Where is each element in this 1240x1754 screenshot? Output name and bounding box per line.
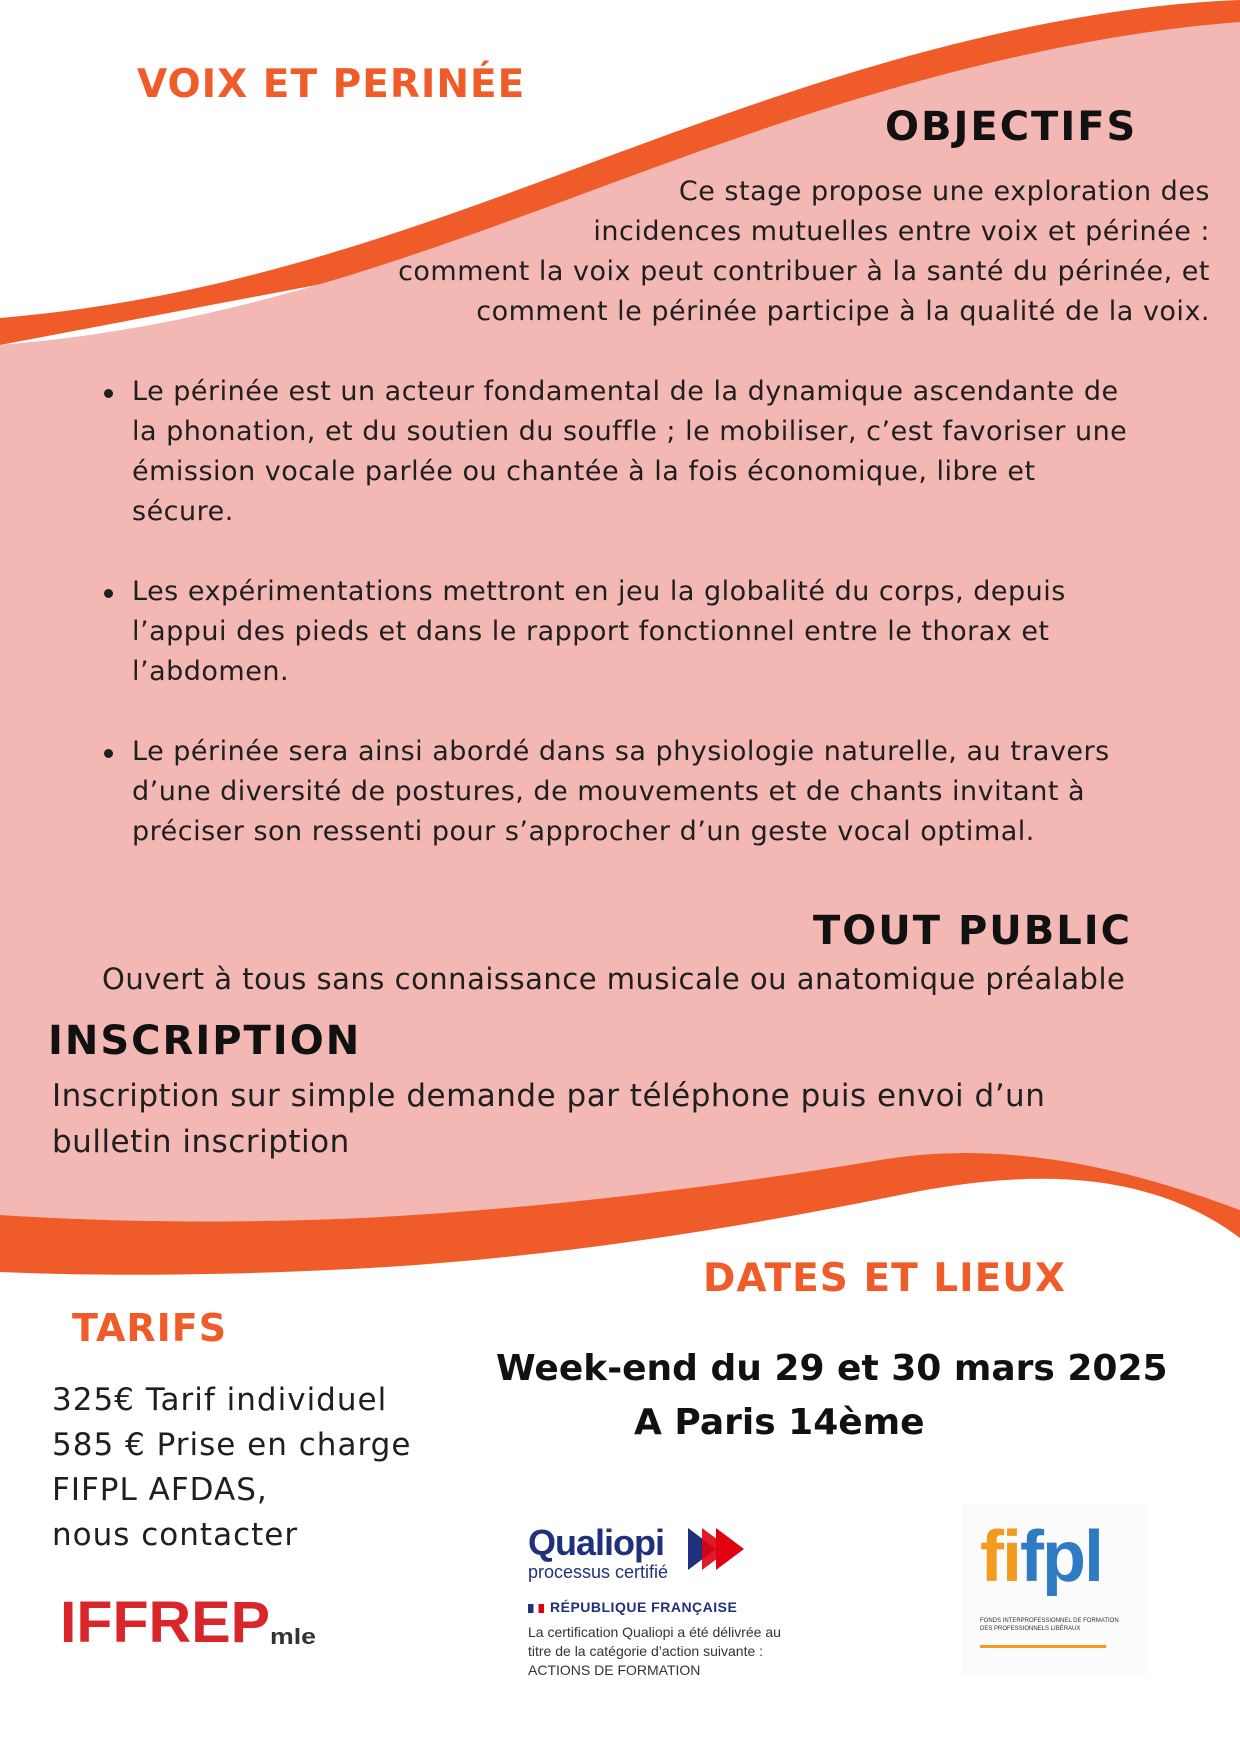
registration-text <box>52 1073 1192 1165</box>
bullet-item <box>95 732 1205 852</box>
bullet-item <box>95 572 1205 692</box>
qualiopi-note <box>528 1623 828 1680</box>
bullet-line: sécure. <box>132 496 234 527</box>
price-line: nous contacter <box>52 1517 299 1553</box>
dates-location: A Paris 14ème <box>634 1402 925 1443</box>
bullet-line: Le périnée sera ainsi abordé dans sa physiologie naturelle, au travers <box>132 736 1110 767</box>
prices-heading: TARIFS <box>72 1306 228 1350</box>
iffrep-logo-text: IFFREP <box>60 1592 270 1650</box>
bullet-line: émission vocale parlée ou chantée à la fois économique, libre et <box>132 456 1036 487</box>
fifpl-logo-text-fi: fi <box>980 1517 1020 1597</box>
qualiopi-note-line: La certification Qualiopi a été délivrée au <box>528 1624 781 1640</box>
price-line: 585 € Prise en charge <box>52 1427 412 1463</box>
republique-francaise-text: RÉPUBLIQUE FRANÇAISE <box>550 1599 738 1615</box>
objectives-intro-line: incidences mutuelles entre voix et périnée : <box>593 216 1210 247</box>
objectives-intro-line: comment la voix peut contribuer à la santé du périnée, et <box>398 256 1210 287</box>
objectives-intro-line: comment le périnée participe à la qualité de la voix. <box>476 296 1210 327</box>
qualiopi-subtitle: processus certifié <box>528 1562 669 1582</box>
bullet-line: l’appui des pieds et dans le rapport fonctionnel entre le thorax et <box>132 616 1050 647</box>
dates-weekend: Week-end du 29 et 30 mars 2025 <box>496 1348 1168 1389</box>
audience-heading: TOUT PUBLIC <box>813 908 1132 954</box>
registration-line: Inscription sur simple demande par téléphone puis envoi d’un <box>52 1078 1046 1114</box>
dates-heading: DATES ET LIEUX <box>703 1256 1067 1301</box>
page-title: VOIX ET PERINÉE <box>137 62 526 107</box>
iffrep-logo <box>60 1592 320 1650</box>
qualiopi-certification <box>528 1522 848 1680</box>
fifpl-underline <box>980 1645 1106 1648</box>
qualiopi-note-line: ACTIONS DE FORMATION <box>528 1662 701 1678</box>
bullet-line: Le périnée est un acteur fondamental de la dynamique ascendante de <box>132 376 1119 407</box>
fifpl-logo <box>962 1505 1148 1675</box>
french-flag-icon <box>528 1604 544 1613</box>
price-line: 325€ Tarif individuel <box>52 1382 388 1418</box>
objectives-intro-line: Ce stage propose une exploration des <box>678 176 1210 207</box>
iffrep-logo-suffix: mle <box>270 1624 316 1649</box>
qualiopi-arrow-icon <box>688 1528 748 1570</box>
objectives-intro <box>330 172 1210 332</box>
fifpl-logo-text-fpl: fpl <box>1019 1517 1102 1597</box>
objectives-heading: OBJECTIFS <box>885 104 1138 150</box>
bullet-item <box>95 372 1205 532</box>
prices-list <box>52 1378 411 1558</box>
bullet-line: d’une diversité de postures, de mouvements et de chants invitant à <box>132 776 1086 807</box>
fifpl-caption-line: FONDS INTERPROFESSIONNEL DE FORMATION <box>980 1618 1119 1624</box>
fifpl-caption <box>980 1617 1130 1633</box>
registration-line: bulletin inscription <box>52 1124 350 1160</box>
fifpl-logo-text <box>980 1507 1102 1607</box>
bullet-line: l’abdomen. <box>132 656 290 687</box>
audience-text: Ouvert à tous sans connaissance musicale ou anatomique préalable <box>102 962 1126 996</box>
bullet-line: Les expérimentations mettront en jeu la globalité du corps, depuis <box>132 576 1066 607</box>
republique-francaise-line <box>528 1599 848 1615</box>
qualiopi-logo-text: Qualiopi <box>528 1522 664 1563</box>
qualiopi-note-line: titre de la catégorie d’action suivante : <box>528 1643 764 1659</box>
fifpl-caption-line: DES PROFESSIONNELS LIBÉRAUX <box>980 1626 1081 1632</box>
registration-heading: INSCRIPTION <box>48 1018 362 1064</box>
bullet-line: préciser son ressenti pour s’approcher d’un geste vocal optimal. <box>132 816 1035 847</box>
bullet-line: la phonation, et du soutien du souffle ; le mobiliser, c’est favoriser une <box>132 416 1128 447</box>
price-line: FIFPL AFDAS, <box>52 1472 268 1508</box>
objectives-bullet-list <box>95 372 1205 892</box>
